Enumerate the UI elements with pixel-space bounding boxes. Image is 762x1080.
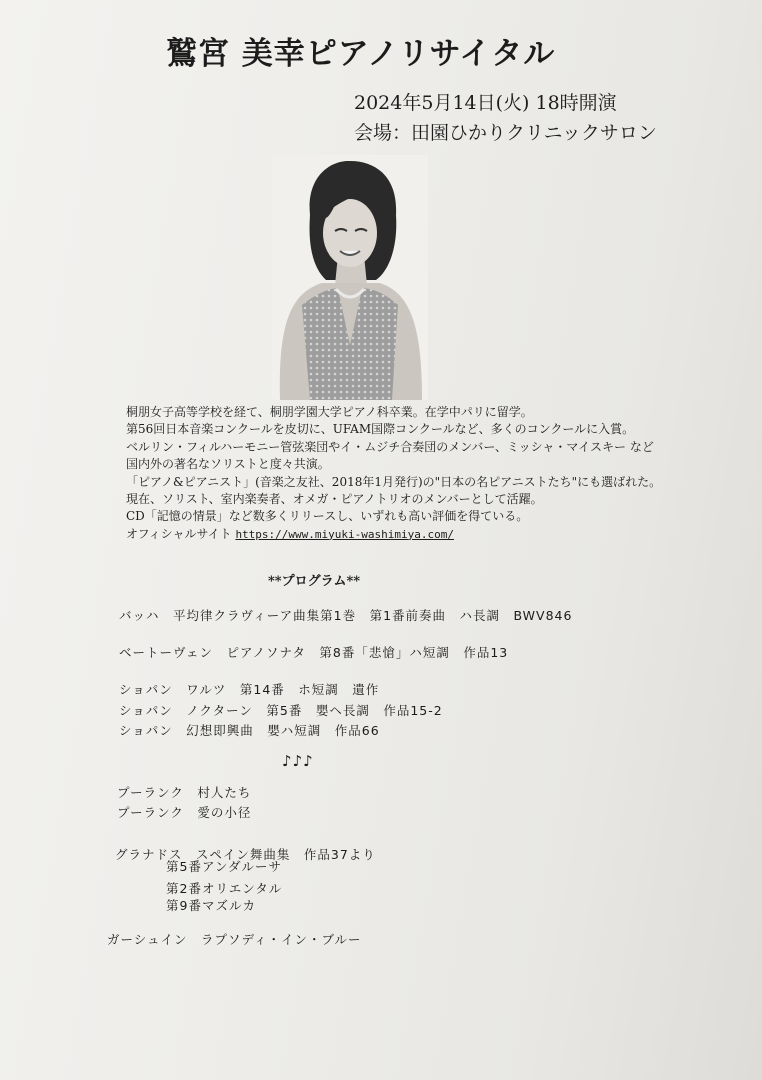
official-site-line (126, 526, 686, 543)
program-subitem: 第5番アンダルーサ (166, 859, 282, 874)
program-item: プーランク 村人たち (117, 785, 252, 800)
program-item: グラナドス スペイン舞曲集 作品37より (115, 847, 376, 862)
bio-line: 現在、ソリスト、室内楽奏者、オメガ・ピアノトリオのメンバーとして活躍。 (126, 492, 543, 507)
pianist-portrait-icon (272, 155, 428, 400)
bio-line: 「ピアノ&ピアニスト」(音楽之友社、2018年1月発行)の"日本の名ピアニストたち"にも選ばれた。 (126, 474, 662, 489)
program-item: ショパン ノクターン 第5番 嬰ヘ長調 作品15-2 (119, 703, 443, 718)
bio-line: CD「記憶の情景」など数多くリリースし、いずれも高い評価を得ている。 (126, 509, 529, 524)
performance-date: 2024年5月14日(火) 18時開演 (354, 92, 617, 114)
program-item: ショパン ワルツ 第14番 ホ短調 遺作 (119, 682, 380, 697)
biography (126, 404, 686, 543)
official-site-link[interactable]: https://www.miyuki-washimiya.com/ (235, 527, 454, 541)
music-notes-divider: ♪♪♪ (282, 752, 314, 770)
official-site-label: オフィシャルサイト (126, 526, 232, 541)
bio-line: 第56回日本音楽コンクールを皮切に、UFAM国際コンクールなど、多くのコンクールに入賞。 (126, 422, 635, 437)
program-subitem: 第9番マズルカ (166, 898, 256, 913)
venue: 会場：田園ひかりクリニックサロン (354, 122, 657, 144)
program-item: プーランク 愛の小径 (117, 805, 252, 820)
program-heading: **プログラム** (268, 574, 361, 589)
program-item: ガーシュイン ラプソディ・イン・ブルー (107, 932, 362, 947)
program-item: ベートーヴェン ピアノソナタ 第8番「悲愴」ハ短調 作品13 (119, 645, 509, 660)
program-subitem: 第2番オリエンタル (166, 881, 283, 896)
recital-title: 鷲宮 美幸ピアノリサイタル (166, 36, 556, 72)
program-item: バッハ 平均律クラヴィーア曲集第1巻 第1番前奏曲 ハ長調 BWV846 (119, 608, 573, 623)
program-item: ショパン 幻想即興曲 嬰ハ短調 作品66 (119, 723, 380, 738)
bio-line: 国内外の著名なソリストと度々共演。 (126, 457, 330, 472)
bio-line: 桐朋女子高等学校を経て、桐朋学園大学ピアノ科卒業。在学中パリに留学。 (126, 405, 533, 419)
bio-line: ベルリン・フィルハーモニー管弦楽団やイ・ムジチ合奏団のメンバー、ミッシャ・マイスキー など (126, 439, 654, 454)
